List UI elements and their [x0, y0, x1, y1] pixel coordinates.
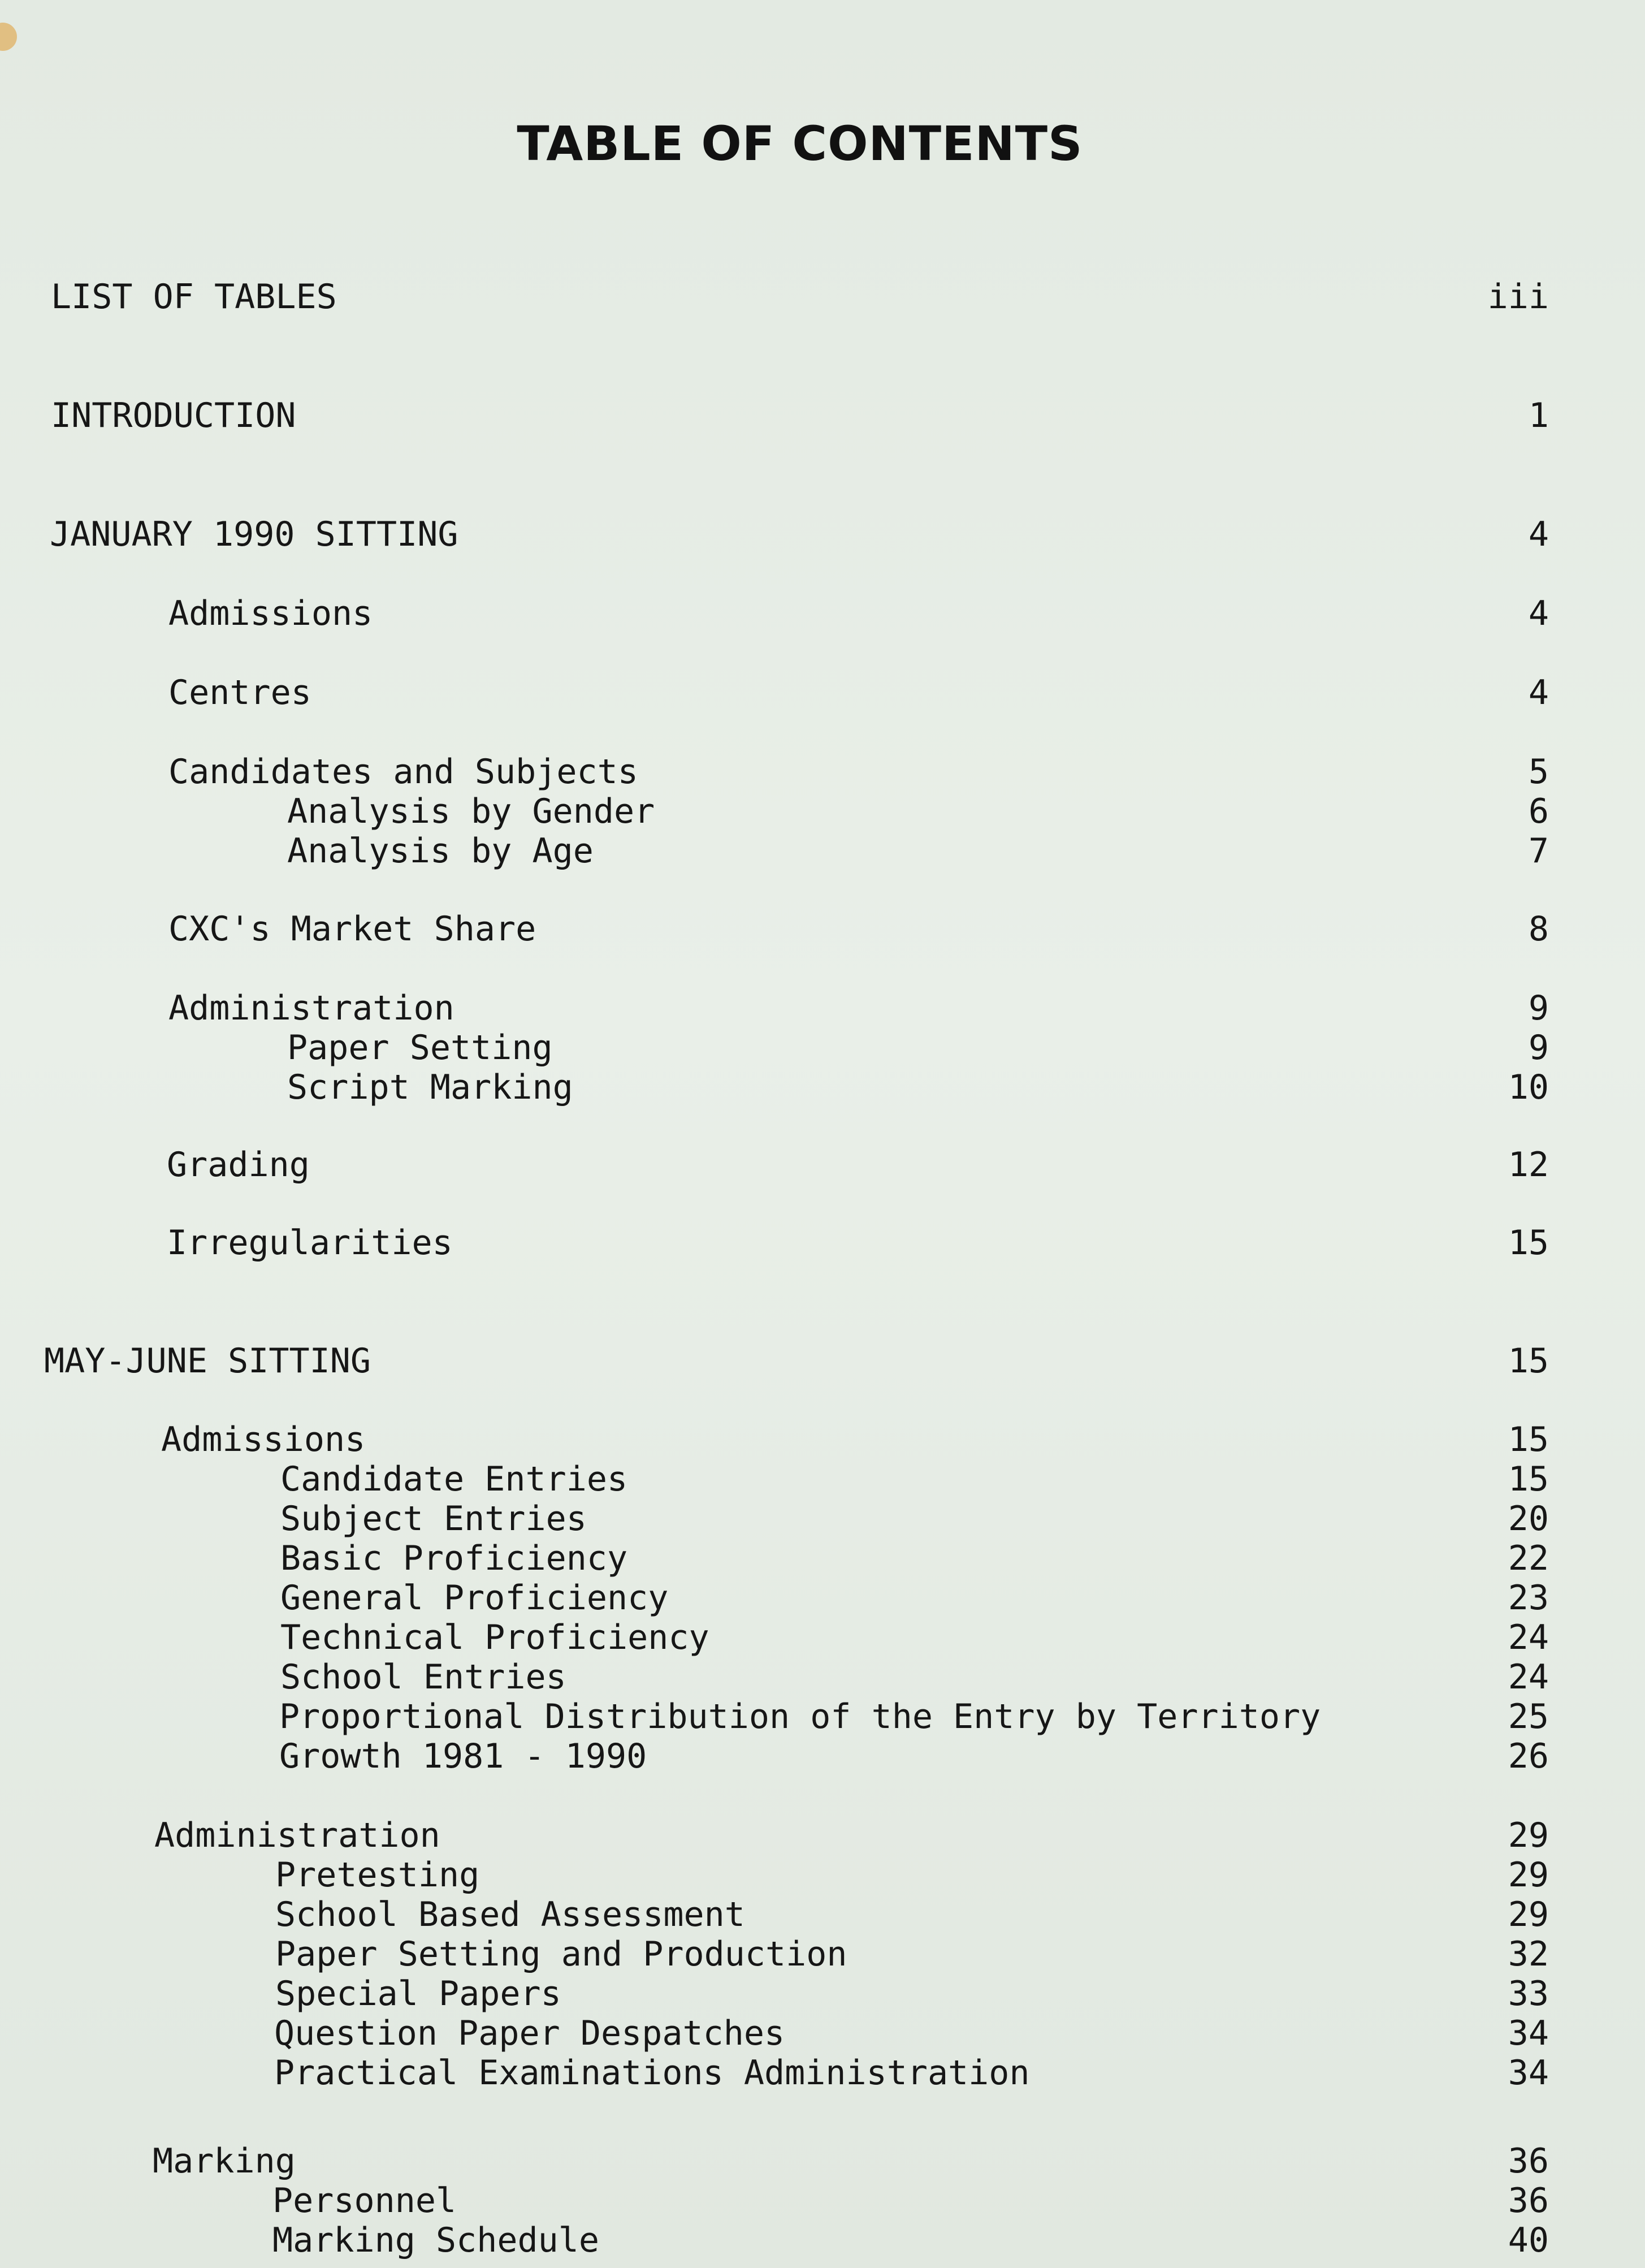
toc-entry	[0, 986, 1645, 1031]
toc-entry-page: 29	[1508, 1816, 1549, 1855]
toc-entry-page: 1	[1528, 396, 1549, 435]
toc-entry	[0, 1025, 1645, 1070]
toc-entry-label: Marking Schedule	[272, 2221, 599, 2260]
toc-entry-label: Paper Setting	[287, 1028, 553, 1068]
toc-entry	[0, 1065, 1645, 1110]
toc-entry	[0, 1142, 1645, 1187]
toc-entry-label: LIST OF TABLES	[51, 277, 337, 317]
toc-entry-label: Marking	[153, 2141, 296, 2181]
toc-entry-label: JANUARY 1990 SITTING	[50, 515, 458, 554]
toc-entry-page: 10	[1508, 1068, 1549, 1107]
toc-entry-label: Candidates and Subjects	[168, 752, 638, 792]
toc-entry	[0, 1575, 1645, 1621]
toc-entry	[0, 1654, 1645, 1700]
toc-entry	[0, 749, 1645, 794]
toc-entry	[0, 1417, 1645, 1462]
page-corner-mark	[0, 23, 17, 51]
toc-entry-page: 34	[1508, 2014, 1549, 2053]
toc-entry	[0, 2050, 1645, 2096]
toc-entry-label: INTRODUCTION	[51, 396, 296, 435]
toc-entry-label: Admissions	[161, 1420, 366, 1459]
toc-entry	[0, 2011, 1645, 2056]
toc-entry-page: 6	[1528, 792, 1549, 831]
toc-entry	[0, 670, 1645, 715]
toc-entry-page: 36	[1508, 2181, 1549, 2221]
toc-entry	[0, 591, 1645, 636]
toc-entry-label: Question Paper Despatches	[274, 2014, 785, 2053]
toc-entry-label: Candidate Entries	[280, 1459, 628, 1499]
toc-entry-label: Special Papers	[275, 1974, 561, 2014]
toc-entry	[0, 1694, 1645, 1739]
toc-entry-label: Basic Proficiency	[280, 1539, 628, 1578]
toc-entry	[0, 1457, 1645, 1502]
toc-entry-label: Administration	[168, 988, 454, 1028]
toc-entry	[0, 2178, 1645, 2223]
toc-entry-page: 4	[1528, 515, 1549, 554]
toc-entry-page: 9	[1528, 988, 1549, 1028]
toc-entry	[0, 828, 1645, 874]
toc-entry	[0, 1338, 1645, 1384]
toc-entry-label: Grading	[167, 1145, 310, 1185]
toc-entry-label: Paper Setting and Production	[275, 1934, 847, 1974]
toc-entry	[0, 1932, 1645, 1977]
toc-entry-label: Script Marking	[287, 1068, 573, 1107]
toc-entry-page: 24	[1508, 1618, 1549, 1657]
toc-entry-label: Analysis by Age	[287, 831, 594, 871]
toc-entry-page: 5	[1528, 752, 1549, 792]
toc-entry-label: Subject Entries	[280, 1499, 587, 1539]
toc-entry	[0, 1892, 1645, 1937]
toc-entry-page: 29	[1508, 1855, 1549, 1895]
toc-entry-label: CXC's Market Share	[168, 909, 536, 949]
toc-entry	[0, 2139, 1645, 2184]
toc-entry	[0, 274, 1645, 319]
toc-entry-label: Analysis by Gender	[287, 792, 655, 831]
toc-entry-page: 15	[1508, 1420, 1549, 1459]
toc-entry-page: 15	[1508, 1459, 1549, 1499]
toc-entry-page: 32	[1508, 1934, 1549, 1974]
toc-entry	[0, 1615, 1645, 1660]
toc-entry-page: 12	[1508, 1145, 1549, 1185]
toc-entry-page: 15	[1508, 1341, 1549, 1381]
toc-entry-label: Centres	[168, 673, 311, 712]
toc-entry-page: 26	[1508, 1736, 1549, 1776]
toc-entry-label: Admissions	[168, 594, 373, 633]
toc-entry-label: Technical Proficiency	[280, 1618, 709, 1657]
toc-entry-page: 34	[1508, 2053, 1549, 2093]
toc-entry-page: 40	[1508, 2221, 1549, 2260]
toc-entry-label: Personnel	[272, 2181, 457, 2221]
toc-entry-page: 23	[1508, 1578, 1549, 1618]
page-title: TABLE OF CONTENTS	[517, 116, 1083, 171]
toc-entry	[0, 789, 1645, 834]
toc-entry-page: 22	[1508, 1539, 1549, 1578]
toc-entry-page: 9	[1528, 1028, 1549, 1068]
toc-entry-page: 4	[1528, 673, 1549, 712]
toc-entry-page: 24	[1508, 1657, 1549, 1697]
toc-entry-label: Practical Examinations Administration	[274, 2053, 1030, 2093]
toc-entry-page: 15	[1508, 1223, 1549, 1263]
toc-entry	[0, 2218, 1645, 2263]
toc-entry-page: 36	[1508, 2141, 1549, 2181]
toc-entry-page: 4	[1528, 594, 1549, 633]
toc-entry-page: 25	[1508, 1697, 1549, 1736]
toc-entry	[0, 1536, 1645, 1581]
toc-entry	[0, 393, 1645, 438]
toc-entry-label: Administration	[154, 1816, 440, 1855]
toc-entry	[0, 1496, 1645, 1541]
toc-entry-label: Pretesting	[275, 1855, 480, 1895]
toc-entry-label: School Based Assessment	[275, 1895, 745, 1934]
toc-entry-page: 29	[1508, 1895, 1549, 1934]
toc-entry-page: 8	[1528, 909, 1549, 949]
toc-entry-label: General Proficiency	[280, 1578, 669, 1618]
toc-entry-page: 33	[1508, 1974, 1549, 2014]
toc-entry	[0, 1971, 1645, 2016]
toc-entry-label: Proportional Distribution of the Entry by Territory	[279, 1697, 1321, 1736]
toc-entry-label: MAY-JUNE SITTING	[44, 1341, 371, 1381]
toc-entry	[0, 1852, 1645, 1898]
toc-entry-label: Growth 1981 - 1990	[279, 1736, 647, 1776]
toc-entry-page: 20	[1508, 1499, 1549, 1539]
toc-entry-page: 7	[1528, 831, 1549, 871]
toc-entry-label: School Entries	[280, 1657, 566, 1697]
toc-entry	[0, 906, 1645, 952]
toc-entry-page: iii	[1487, 277, 1549, 317]
toc-entry	[0, 1813, 1645, 1858]
toc-entry	[0, 1734, 1645, 1779]
toc-entry	[0, 512, 1645, 557]
toc-entry-label: Irregularities	[167, 1223, 453, 1263]
toc-entry	[0, 1220, 1645, 1265]
